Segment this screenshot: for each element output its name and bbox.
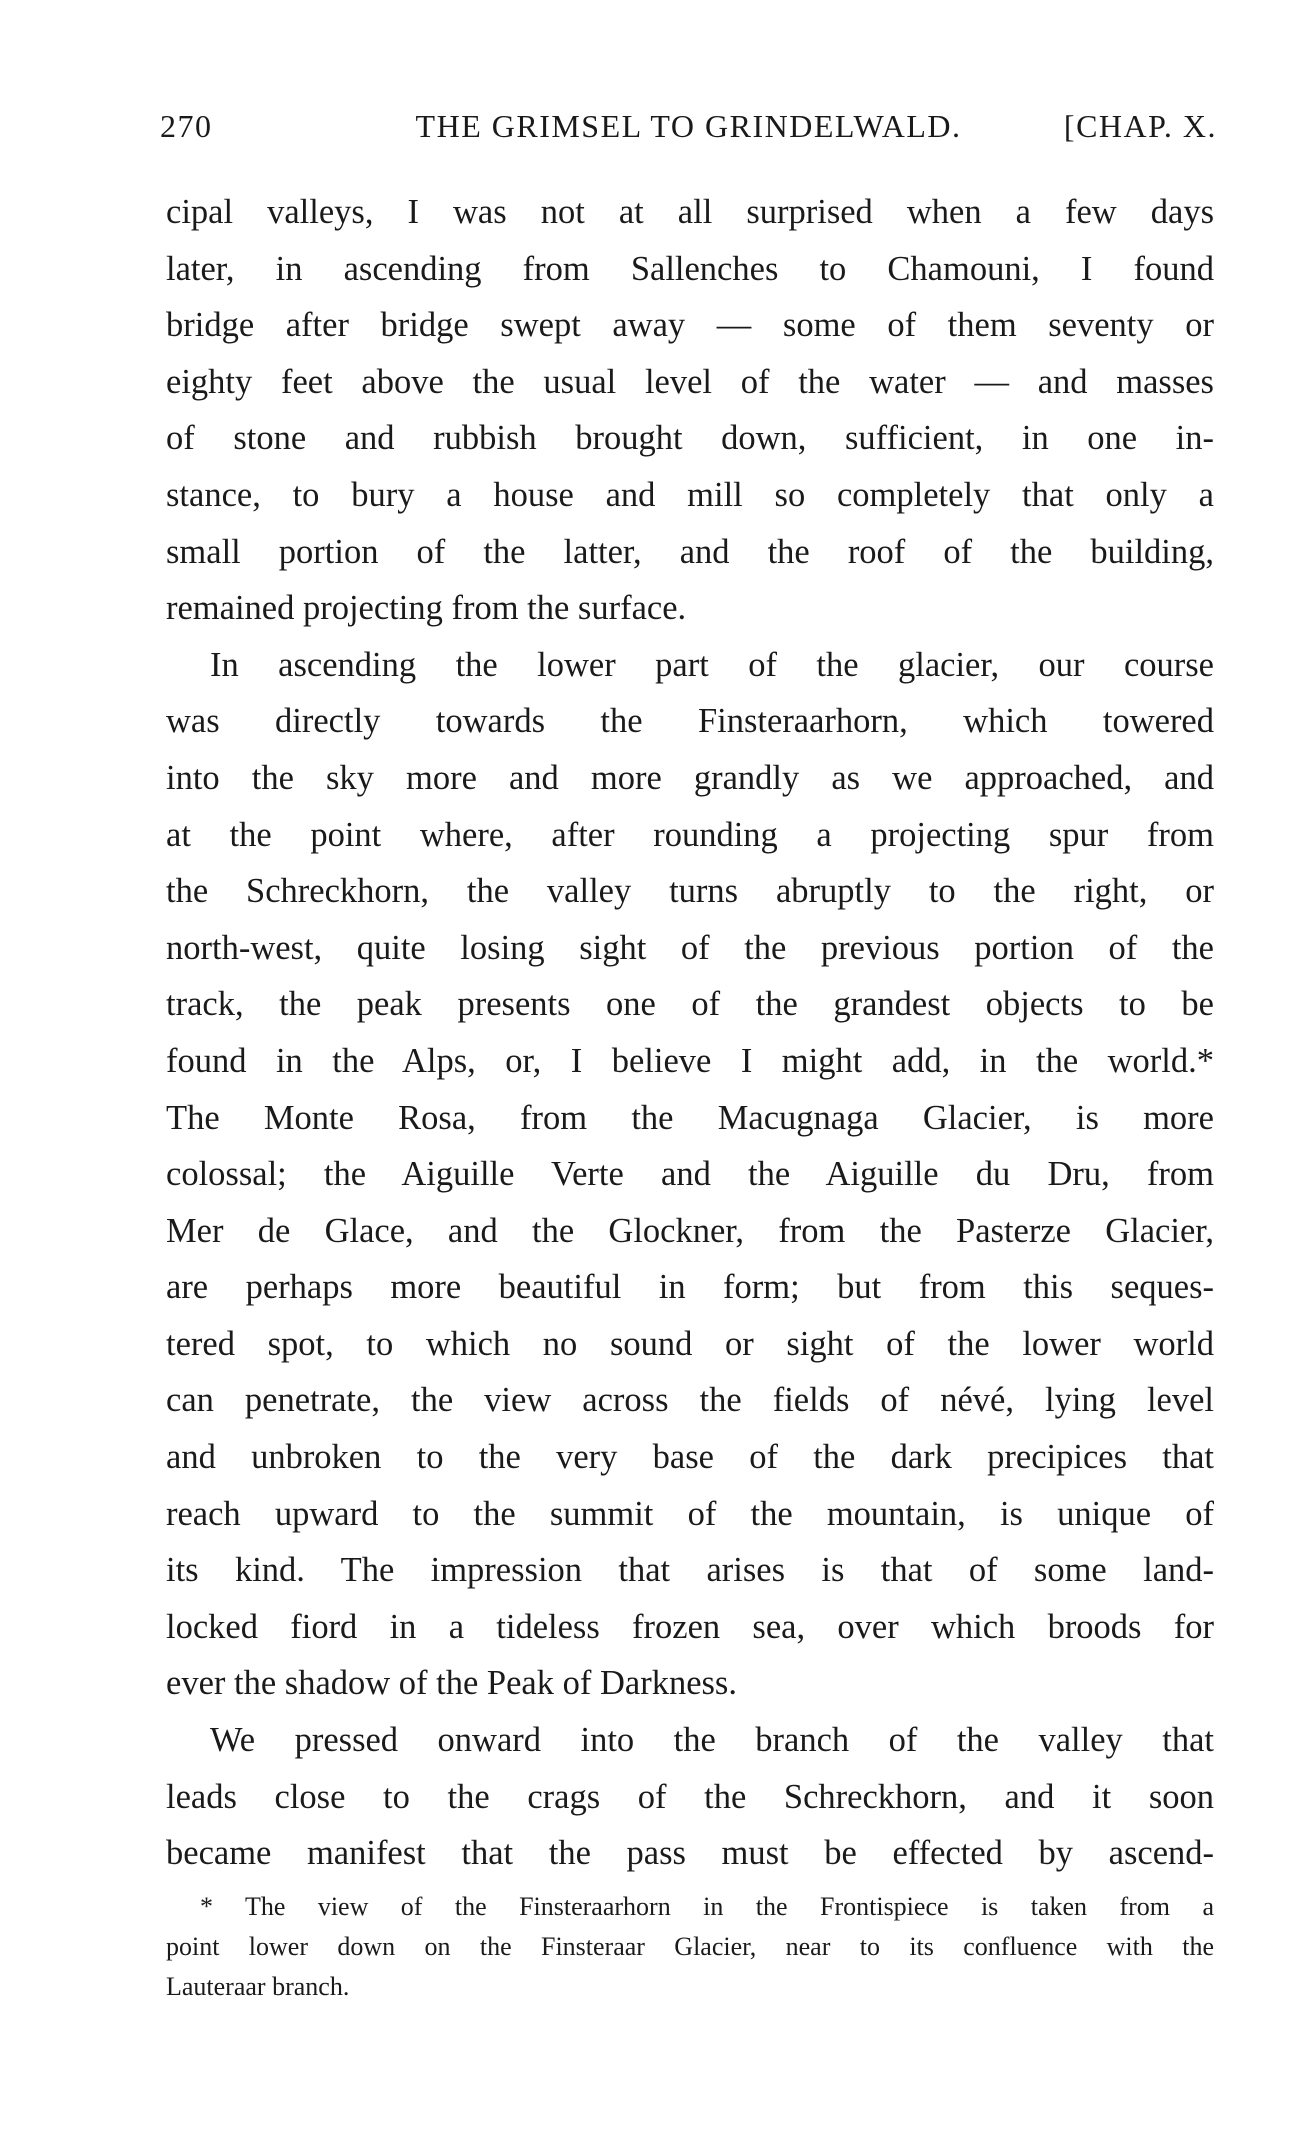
text-line: track, the peak presents one of the grandest objects to be bbox=[166, 985, 1214, 1024]
text-line: its kind. The impression that arises is that of some land- bbox=[166, 1551, 1214, 1590]
text-line: the Schreckhorn, the valley turns abruptly to the right, or bbox=[166, 872, 1214, 911]
text-line: colossal; the Aiguille Verte and the Aiguille du Dru, from bbox=[166, 1155, 1214, 1194]
text-line: and unbroken to the very base of the dark precipices that bbox=[166, 1438, 1214, 1477]
text-line: In ascending the lower part of the glacier, our course bbox=[210, 645, 1214, 684]
text-line: eighty feet above the usual level of the water — and masses bbox=[166, 362, 1214, 401]
text-line: found in the Alps, or, I believe I might add, in the world.* bbox=[166, 1041, 1214, 1080]
page-number: 270 bbox=[160, 108, 213, 144]
text-line: of stone and rubbish brought down, sufficient, in one in- bbox=[166, 419, 1214, 458]
footnote-line: * The view of the Finsteraarhorn in the Frontispiece is taken from a bbox=[200, 1892, 1214, 1921]
text-line: cipal valleys, I was not at all surprised when a few days bbox=[166, 193, 1214, 231]
text-line: ever the shadow of the Peak of Darkness. bbox=[166, 1664, 737, 1703]
text-line: was directly towards the Finsteraarhorn, which towered bbox=[166, 702, 1214, 741]
running-header bbox=[160, 108, 1217, 152]
text-line: Mer de Glace, and the Glockner, from the Pasterze Glacier, bbox=[166, 1211, 1214, 1250]
text-line: remained projecting from the surface. bbox=[166, 589, 687, 628]
text-line: stance, to bury a house and mill so completely that only a bbox=[166, 475, 1214, 514]
text-line: bridge after bridge swept away — some of them seventy or bbox=[166, 306, 1214, 345]
text-line: We pressed onward into the branch of the valley that bbox=[210, 1721, 1214, 1760]
text-line: north-west, quite losing sight of the previous portion of the bbox=[166, 928, 1214, 967]
running-title: THE GRIMSEL TO GRINDELWALD. bbox=[415, 108, 962, 144]
text-line: small portion of the latter, and the roof of the building, bbox=[166, 532, 1214, 571]
footnote bbox=[166, 1887, 1214, 2007]
footnote-line: Lauteraar branch. bbox=[166, 1972, 350, 2001]
chapter-mark: [CHAP. X. bbox=[1063, 108, 1217, 144]
text-line: into the sky more and more grandly as we approached, and bbox=[166, 758, 1214, 797]
text-line: The Monte Rosa, from the Macugnaga Glacier, is more bbox=[166, 1098, 1214, 1137]
text-line: leads close to the crags of the Schreckhorn, and it soon bbox=[166, 1777, 1214, 1816]
text-line: can penetrate, the view across the fields of névé, lying level bbox=[166, 1381, 1214, 1420]
footnote-line: point lower down on the Finsteraar Glacier, near to its confluence with the bbox=[166, 1932, 1214, 1961]
body-text bbox=[166, 184, 1214, 1882]
text-line: locked fiord in a tideless frozen sea, over which broods for bbox=[166, 1607, 1214, 1646]
text-line: are perhaps more beautiful in form; but from this seques- bbox=[166, 1268, 1214, 1307]
text-line: reach upward to the summit of the mountain, is unique of bbox=[166, 1494, 1214, 1533]
text-line: became manifest that the pass must be effected by ascend- bbox=[166, 1834, 1214, 1873]
text-line: at the point where, after rounding a projecting spur from bbox=[166, 815, 1214, 854]
text-line: later, in ascending from Sallenches to Chamouni, I found bbox=[166, 249, 1214, 288]
text-line: tered spot, to which no sound or sight of the lower world bbox=[166, 1324, 1214, 1363]
